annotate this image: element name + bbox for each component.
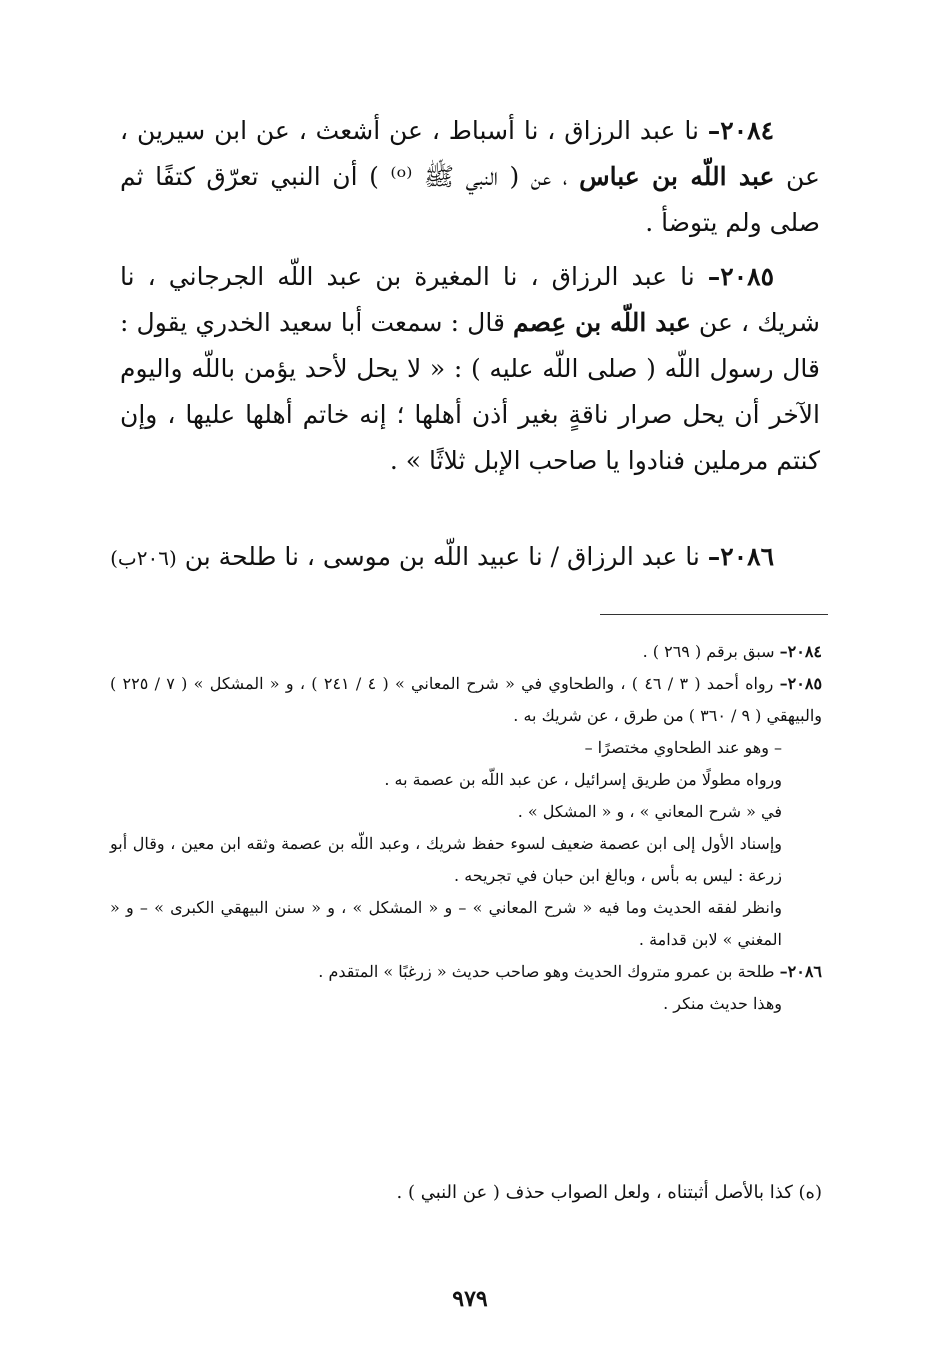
footnote xyxy=(110,956,822,988)
footnote-divider xyxy=(600,614,828,615)
footnote-text: ورواه مطولًا من طريق إسرائيل ، عن عبد اللّه بن عصمة به . xyxy=(384,770,782,789)
footnote-text: سبق برقم ( ٢٦٩ ) . xyxy=(642,642,775,661)
footnote-text: طلحة بن عمرو متروك الحديث وهو صاحب حديث « زرغبًا » المتقدم . xyxy=(318,962,775,981)
footnote xyxy=(110,988,822,1020)
footnote-text: وهذا حديث منكر . xyxy=(663,994,782,1013)
editor-note: (ه) كذا بالأصل أثبتناه ، ولعل الصواب حذف ( عن النبي ) . xyxy=(396,1182,822,1203)
footnote-text: وإسناد الأول إلى ابن عصمة ضعيف لسوء حفظ شريك ، وعبد اللّه بن عصمة وثقه ابن معين ، وقال أبو زرعة : ليس به بأس ، وبالغ ابن حبان في تجريحه . xyxy=(110,834,782,885)
narrator-name: عبد اللّه بن عِصم xyxy=(513,308,691,337)
hadith-2084 xyxy=(120,108,820,246)
footnote-number: ٢٠٨٥– xyxy=(779,674,823,693)
footnote xyxy=(110,892,822,956)
footnote xyxy=(110,764,822,796)
hadith-text: قال : سمعت أبا سعيد الخدري يقول : قال رسول اللّه ( صلى اللّه عليه ) : « لا يحل لأحد يؤمن باللّه واليوم الآخر أن يحل صرار ناقةٍ بغير أذن أهلها ؛ إنه خاتم أهلها عليها ، وإن كنتم مرملين فنادوا يا صاحب الإبل ثلاثًا » . xyxy=(120,308,820,475)
hadith-2085 xyxy=(120,254,820,484)
footnote-text: وانظر لفقه الحديث وما فيه « شرح المعاني » – و « المشكل » ، و « سنن البيهقي الكبرى » – و « المغني » لابن قدامة . xyxy=(110,898,782,949)
footnotes xyxy=(110,636,822,1020)
footnote-text: – وهو عند الطحاوي مختصرًا – xyxy=(584,738,782,757)
footnote-text: في « شرح المعاني » ، و « المشكل » . xyxy=(517,802,782,821)
footnote xyxy=(110,668,822,732)
hadith-number: ٢٠٨٥– xyxy=(707,262,774,291)
footnote xyxy=(110,636,822,668)
footnote-number: ٢٠٨٦– xyxy=(779,962,822,981)
hadith-number: ٢٠٨٦– xyxy=(707,542,774,571)
folio-marker: (٢٠٦ب) xyxy=(110,546,177,570)
footnote xyxy=(110,796,822,828)
main-text xyxy=(120,108,820,492)
hadith-text: نا عبد الرزاق ، نا أسباط ، عن أشعث ، عن ابن سيرين ، عن xyxy=(120,116,820,191)
hadith-text: نا عبد الرزاق / نا عبيد اللّه بن موسى ، نا طلحة بن xyxy=(184,542,700,571)
hadith-text: نا عبد الرزاق ، نا المغيرة بن عبد اللّه الجرجاني ، نا شريك ، عن xyxy=(120,262,820,337)
hadith-text: ، عن ( النبي ﷺ ⁽ᵒ⁾ ) أن النبي تعرّق كتفًا ثم صلى ولم يتوضأ . xyxy=(120,162,820,237)
footnote xyxy=(110,732,822,764)
hadith-2086 xyxy=(30,534,820,581)
footnote xyxy=(110,828,822,892)
footnote-text: رواه أحمد ( ٣ / ٤٦ ) ، والطحاوي في « شرح المعاني » ( ٤ / ٢٤١ ) ، و « المشكل » ( ٧ / ٢٢٥ ) والبيهقي ( ٩ / ٣٦٠ ) من طرق ، عن شريك به . xyxy=(110,674,822,725)
hadith-number: ٢٠٨٤– xyxy=(707,116,774,145)
narrator-name: عبد اللّه بن عباس xyxy=(579,162,775,191)
footnote-number: ٢٠٨٤– xyxy=(779,642,822,661)
page-number: ٩٧٩ xyxy=(452,1286,488,1312)
